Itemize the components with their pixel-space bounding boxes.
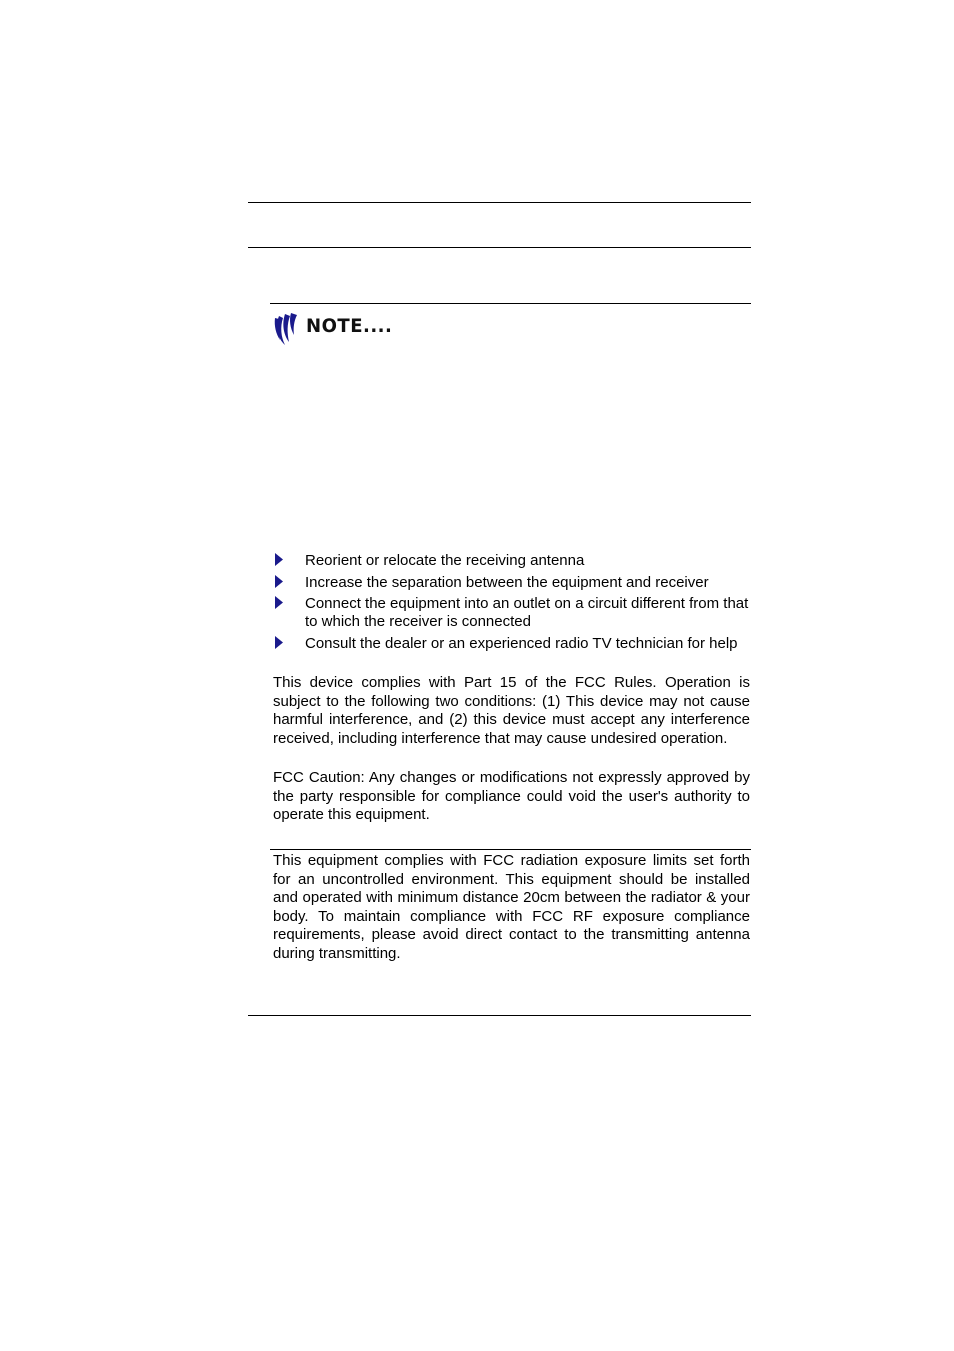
list-item xyxy=(273,635,751,653)
triangle-bullet-icon xyxy=(275,596,283,609)
triangle-bullet-icon xyxy=(275,553,283,566)
header-rule-top xyxy=(248,202,751,203)
note-rule xyxy=(270,303,751,304)
footer-rule xyxy=(248,1015,751,1016)
triangle-bullet-icon xyxy=(275,636,283,649)
list-item-text: Increase the separation between the equipment and receiver xyxy=(305,573,709,591)
recommendation-list xyxy=(273,552,751,656)
list-item-text: Connect the equipment into an outlet on a circuit different from that to which the receiver is connected xyxy=(305,595,749,630)
fcc-part15-paragraph: This device complies with Part 15 of the FCC Rules. Operation is subject to the following two conditions: (1) This device may not cause harmful interference, and (2) this device must accept any interference received, including interference that may cause undesired operation. xyxy=(273,674,750,747)
list-item-text: Consult the dealer or an experienced radio TV technician for help xyxy=(305,634,738,652)
note-icon xyxy=(273,312,303,348)
list-item xyxy=(273,574,751,592)
fcc-caution-paragraph: FCC Caution: Any changes or modifications not expressly approved by the party responsible for compliance could void the user's authority to operate this equipment. xyxy=(273,769,750,823)
section-rule xyxy=(270,849,751,850)
list-item-text: Reorient or relocate the receiving antenna xyxy=(305,552,585,569)
list-item xyxy=(273,595,751,631)
list-item xyxy=(273,552,751,570)
header-rule-bottom xyxy=(248,247,751,248)
note-label: NOTE.... xyxy=(306,315,393,337)
rf-exposure-paragraph: This equipment complies with FCC radiation exposure limits set forth for an uncontrolled environment. This equipment should be installed and operated with minimum distance 20cm between the radiator & your body. To maintain compliance with FCC RF exposure compliance requirements, please avoid direct contact to the transmitting antenna during transmitting. xyxy=(273,852,750,962)
triangle-bullet-icon xyxy=(275,575,283,588)
